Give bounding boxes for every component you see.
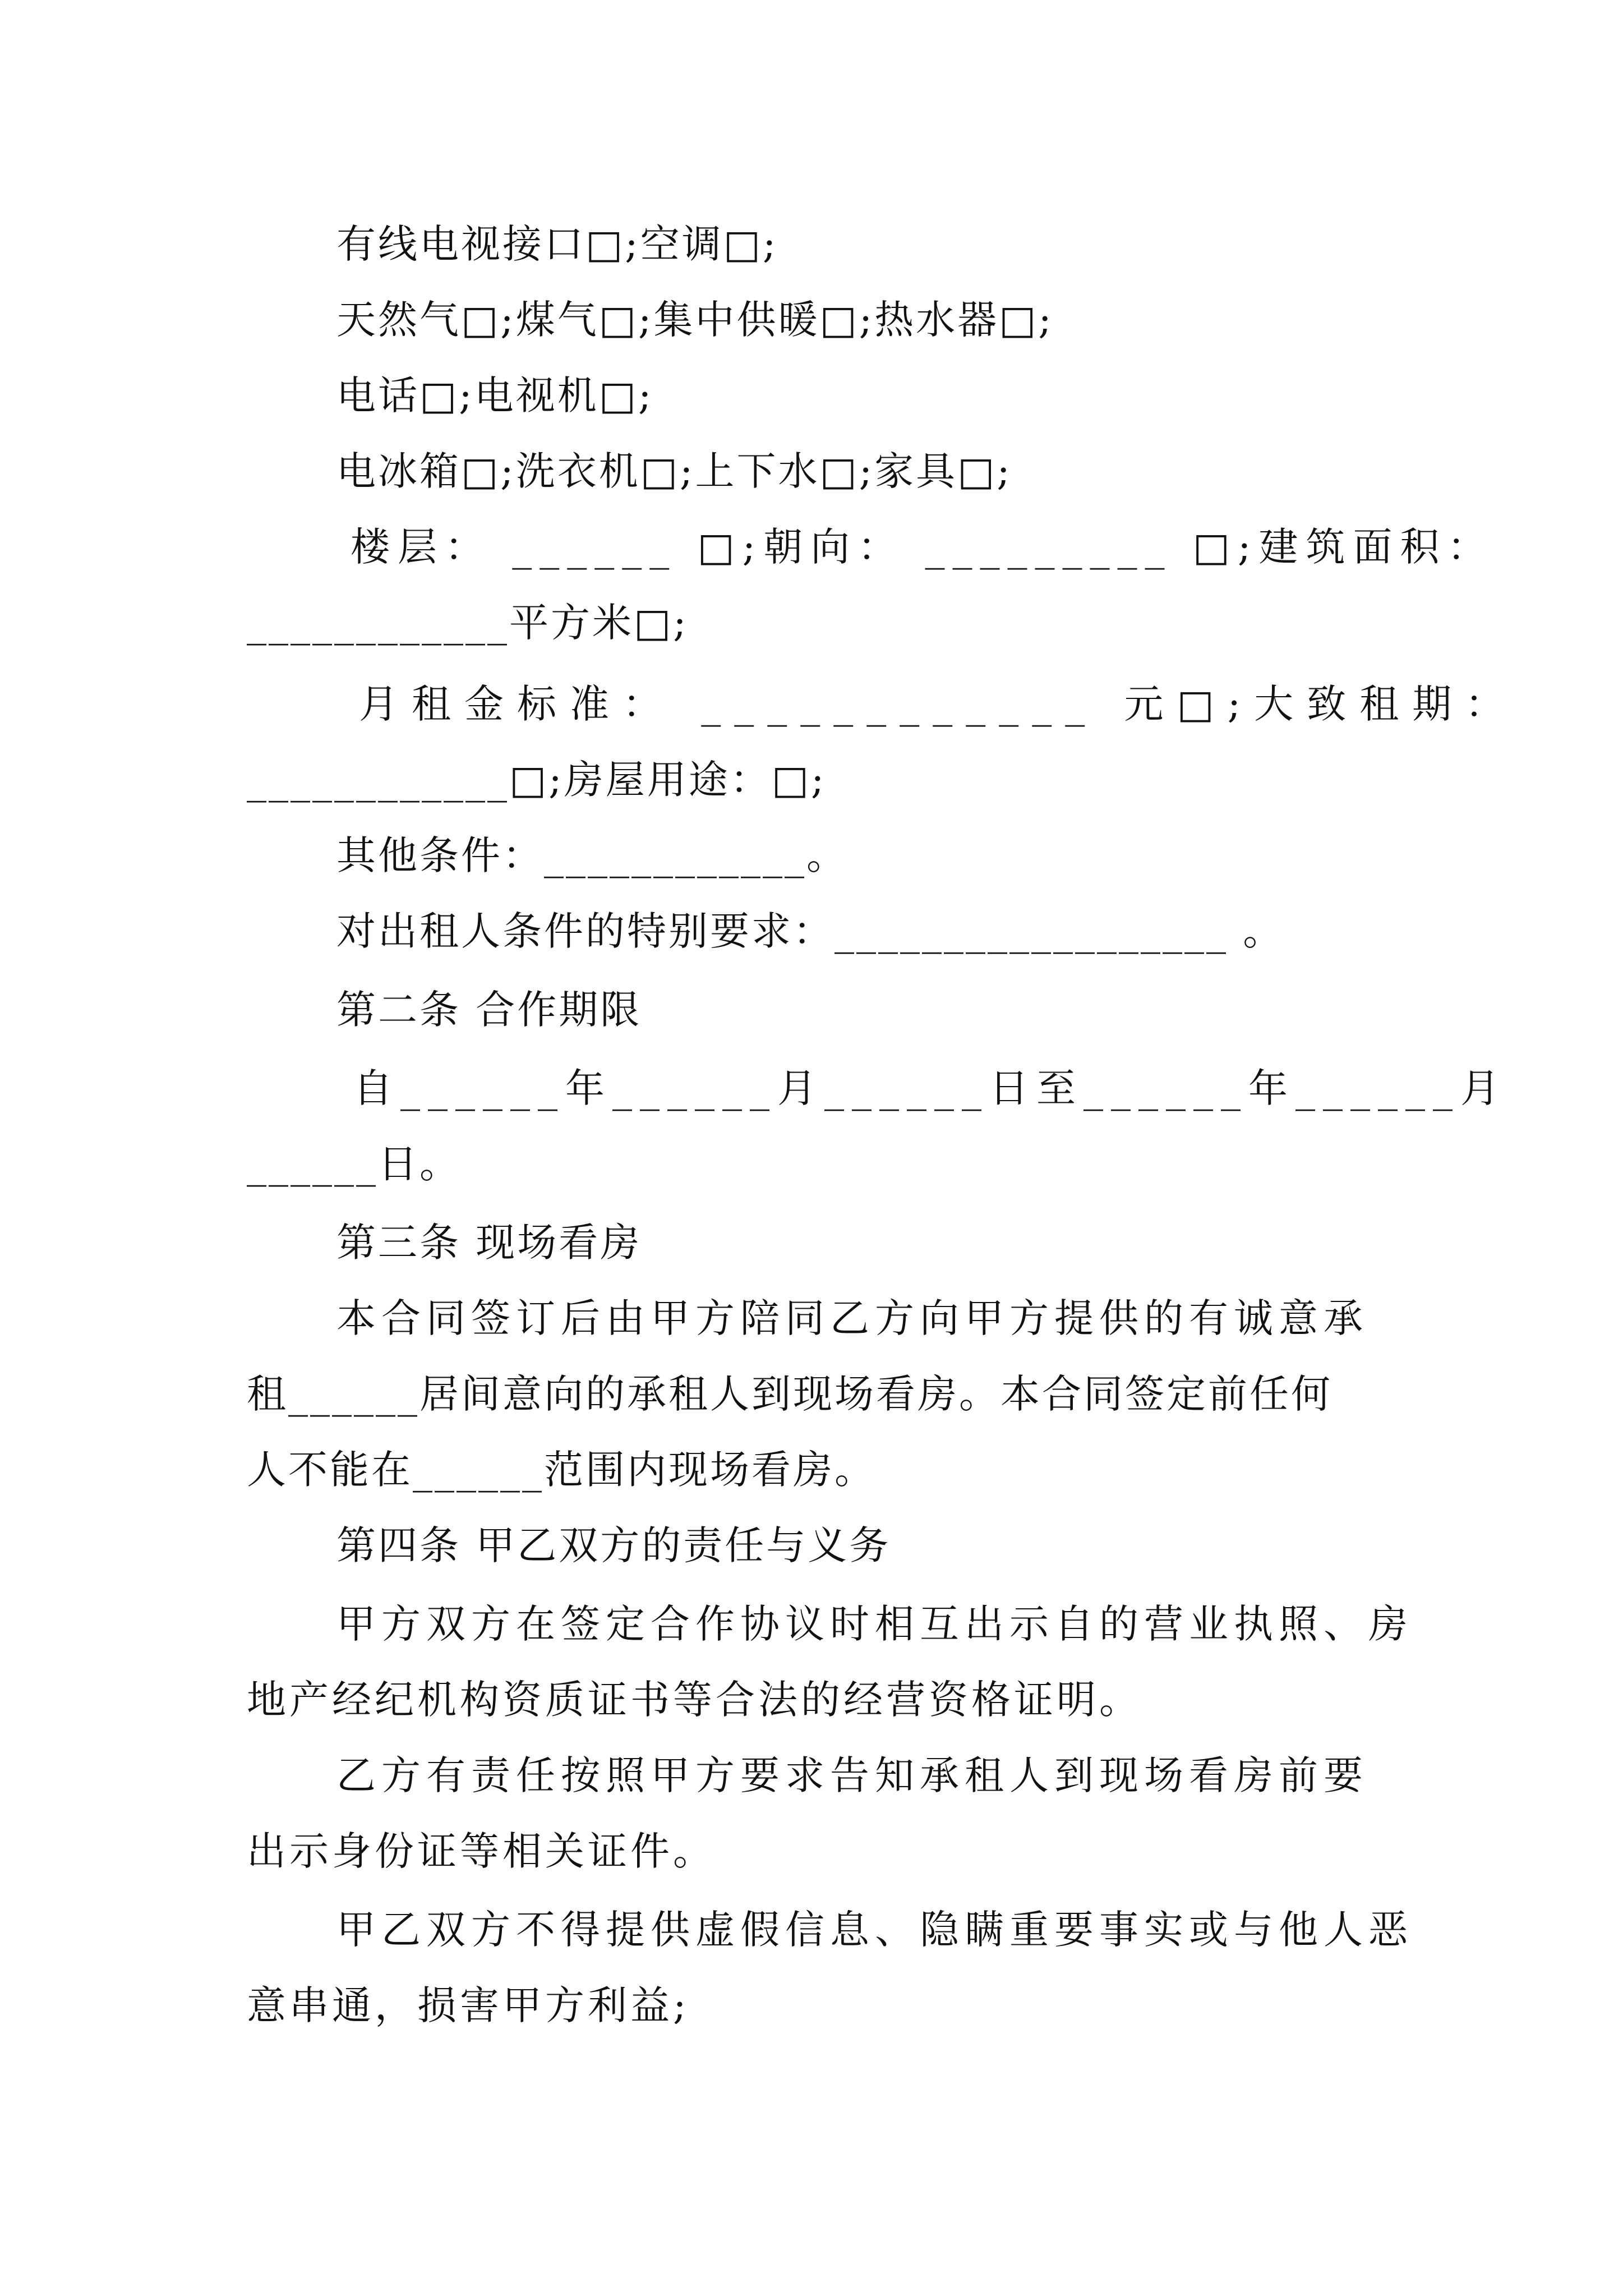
article-3-heading: 第三条 现场看房 — [336, 1220, 642, 1266]
article-4-para-3-line-2: 意串通，损害甲方利益; — [247, 1982, 690, 2028]
article-2-heading: 第二条 合作期限 — [336, 987, 642, 1033]
area-unit-line: ____________平方米□; — [247, 600, 689, 646]
rent-term-line: 月租金标准： ____________ 元□;大致租期： — [359, 681, 1518, 727]
article-4-para-1-line-2: 地产经纪机构资质证书等合法的经营资格证明。 — [247, 1677, 1142, 1723]
period-line-end: ______日。 — [247, 1141, 461, 1187]
amenity-line-2: 天然气□;煤气□;集中供暖□;热水器□; — [336, 297, 1054, 343]
period-line: 自______年______月______日至______年______月 — [353, 1065, 1507, 1111]
article-4-para-3-line-1: 甲乙双方不得提供虚假信息、隐瞒重要事实或与他人恶 — [336, 1907, 1413, 1953]
article-4-para-2-line-2: 出示身份证等相关证件。 — [247, 1828, 716, 1874]
article-4-para-2-line-1: 乙方有责任按照甲方要求告知承租人到现场看房前要 — [336, 1752, 1368, 1798]
amenity-line-1: 有线电视接口□;空调□; — [336, 221, 778, 267]
article-3-para-line-2: 租______居间意向的承租人到现场看房。本合同签定前任何 — [247, 1371, 1332, 1417]
special-requirements-line: 对出租人条件的特别要求：__________________ 。 — [336, 908, 1285, 954]
article-4-heading: 第四条 甲乙双方的责任与义务 — [336, 1522, 891, 1568]
floor-orientation-area-line: 楼层： ______ □;朝向： _________ □;建筑面积： — [351, 524, 1495, 570]
amenity-line-4: 电冰箱□;洗衣机□;上下水□;家具□; — [336, 448, 1012, 494]
other-conditions-line: 其他条件：____________。 — [336, 832, 848, 878]
article-4-para-1-line-1: 甲方双方在签定合作协议时相互出示自的营业执照、房 — [336, 1601, 1413, 1647]
amenity-line-3: 电话□;电视机□; — [336, 372, 654, 418]
usage-line: ____________□;房屋用途：□; — [247, 757, 827, 803]
article-3-para-line-3: 人不能在______范围内现场看房。 — [247, 1447, 876, 1493]
article-3-para-line-1: 本合同签订后由甲方陪同乙方向甲方提供的有诚意承 — [336, 1295, 1368, 1341]
